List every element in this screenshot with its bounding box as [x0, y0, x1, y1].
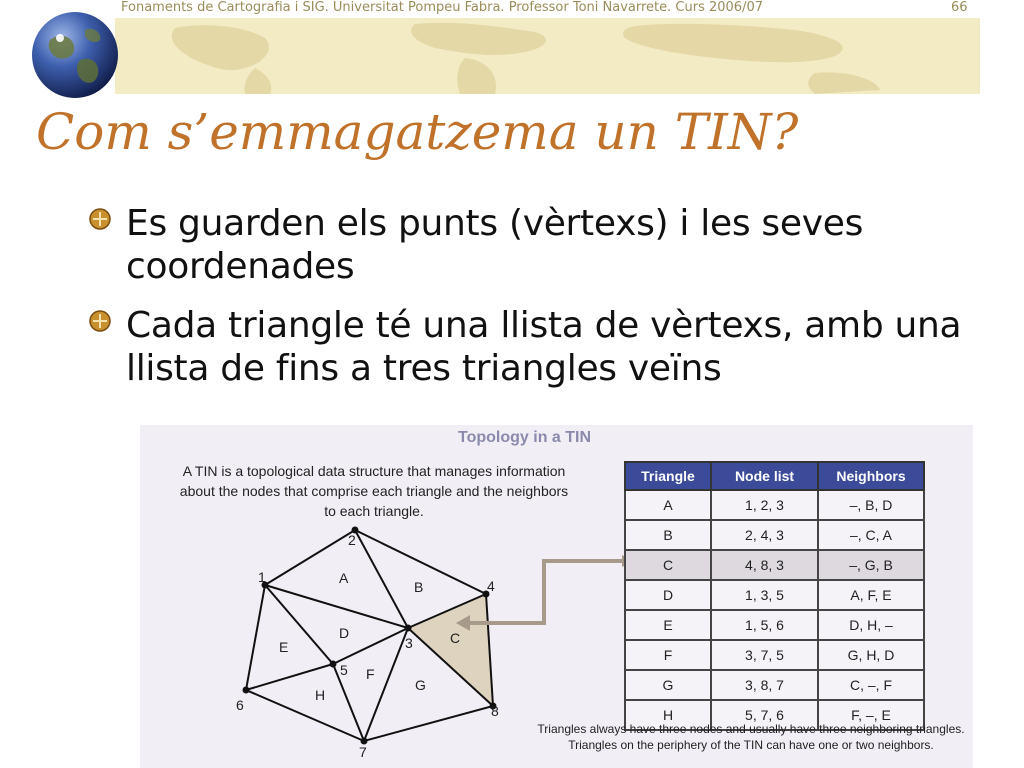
column-header-neighbors: Neighbors: [818, 462, 924, 490]
triangle-label: H: [315, 687, 326, 703]
cell-neighbors: F, –, E: [818, 700, 924, 730]
cell-triangle: D: [625, 580, 711, 610]
cell-neighbors: –, B, D: [818, 490, 924, 520]
table-row: [625, 670, 924, 700]
node-label: 3: [405, 635, 413, 651]
page-number: 66: [951, 0, 968, 15]
bullet-text: Cada triangle té una llista de vèrtexs, amb una llista de fins a tres triangles veïns: [126, 305, 962, 389]
cell-neighbors: D, H, –: [818, 610, 924, 640]
triangle-label: B: [414, 579, 424, 595]
header-band: [115, 18, 980, 94]
node-label: 7: [359, 744, 367, 760]
cell-triangle: F: [625, 640, 711, 670]
node-label: 1: [258, 569, 266, 585]
node-label: 2: [348, 532, 356, 548]
table-row: [625, 490, 924, 520]
table-row: [625, 640, 924, 670]
cell-node-list: 5, 7, 6: [711, 700, 818, 730]
table-row-highlighted: [625, 550, 924, 580]
column-header-node-list: Node list: [711, 462, 818, 490]
cell-neighbors: C, –, F: [818, 670, 924, 700]
globe-icon: [30, 10, 120, 100]
node-label: 8: [491, 703, 499, 719]
cell-node-list: 2, 4, 3: [711, 520, 818, 550]
cell-neighbors: –, C, A: [818, 520, 924, 550]
triangle-label: D: [339, 625, 350, 641]
topology-table: [624, 461, 925, 731]
table-row: [625, 580, 924, 610]
bullet-list: [88, 202, 998, 406]
cell-node-list: 1, 3, 5: [711, 580, 818, 610]
figure-note: Triangles always have three nodes and usually have three neighboring triangles. Triangles on the periphery of the TIN can have one or two neighbors.: [537, 722, 965, 752]
cell-node-list: 1, 2, 3: [711, 490, 818, 520]
node-label: 6: [236, 697, 244, 713]
cell-node-list: 4, 8, 3: [711, 550, 818, 580]
cell-node-list: 1, 5, 6: [711, 610, 818, 640]
cell-triangle: C: [625, 550, 711, 580]
cell-neighbors: –, G, B: [818, 550, 924, 580]
triangle-label: G: [415, 677, 426, 693]
node-label: 4: [487, 578, 495, 594]
table-header-row: [625, 462, 924, 490]
triangle-label: A: [339, 570, 349, 586]
bullet-icon: [88, 207, 112, 231]
tin-topology-figure: [140, 425, 973, 768]
bullet-icon: [88, 309, 112, 333]
triangle-label: F: [366, 666, 375, 682]
triangle-label: E: [279, 639, 289, 655]
triangle-label: C: [450, 630, 461, 646]
cell-neighbors: G, H, D: [818, 640, 924, 670]
slide-title: Com s’emmagatzema un TIN?: [36, 103, 799, 161]
cell-triangle: E: [625, 610, 711, 640]
cell-node-list: 3, 7, 5: [711, 640, 818, 670]
figure-description: A TIN is a topological data structure that manages information about the nodes that comprise each triangle and the neighbors to each triangle.: [179, 463, 569, 519]
cell-triangle: G: [625, 670, 711, 700]
bullet-item: [88, 304, 998, 390]
course-header: Fonaments de Cartografia i SIG. Universitat Pompeu Fabra. Professor Toni Navarrete. Curs 2006/07: [121, 0, 763, 15]
figure-title: Topology in a TIN: [458, 429, 592, 446]
cell-triangle: B: [625, 520, 711, 550]
cell-node-list: 3, 8, 7: [711, 670, 818, 700]
column-header-triangle: Triangle: [625, 462, 711, 490]
world-map-background: [115, 18, 980, 94]
cell-neighbors: A, F, E: [818, 580, 924, 610]
bullet-text: Es guarden els punts (vèrtexs) i les seves coordenades: [126, 203, 864, 287]
cell-triangle: H: [625, 700, 711, 730]
table-row: [625, 610, 924, 640]
bullet-item: [88, 202, 998, 288]
node-label: 5: [340, 662, 348, 678]
table-row: [625, 520, 924, 550]
cell-triangle: A: [625, 490, 711, 520]
